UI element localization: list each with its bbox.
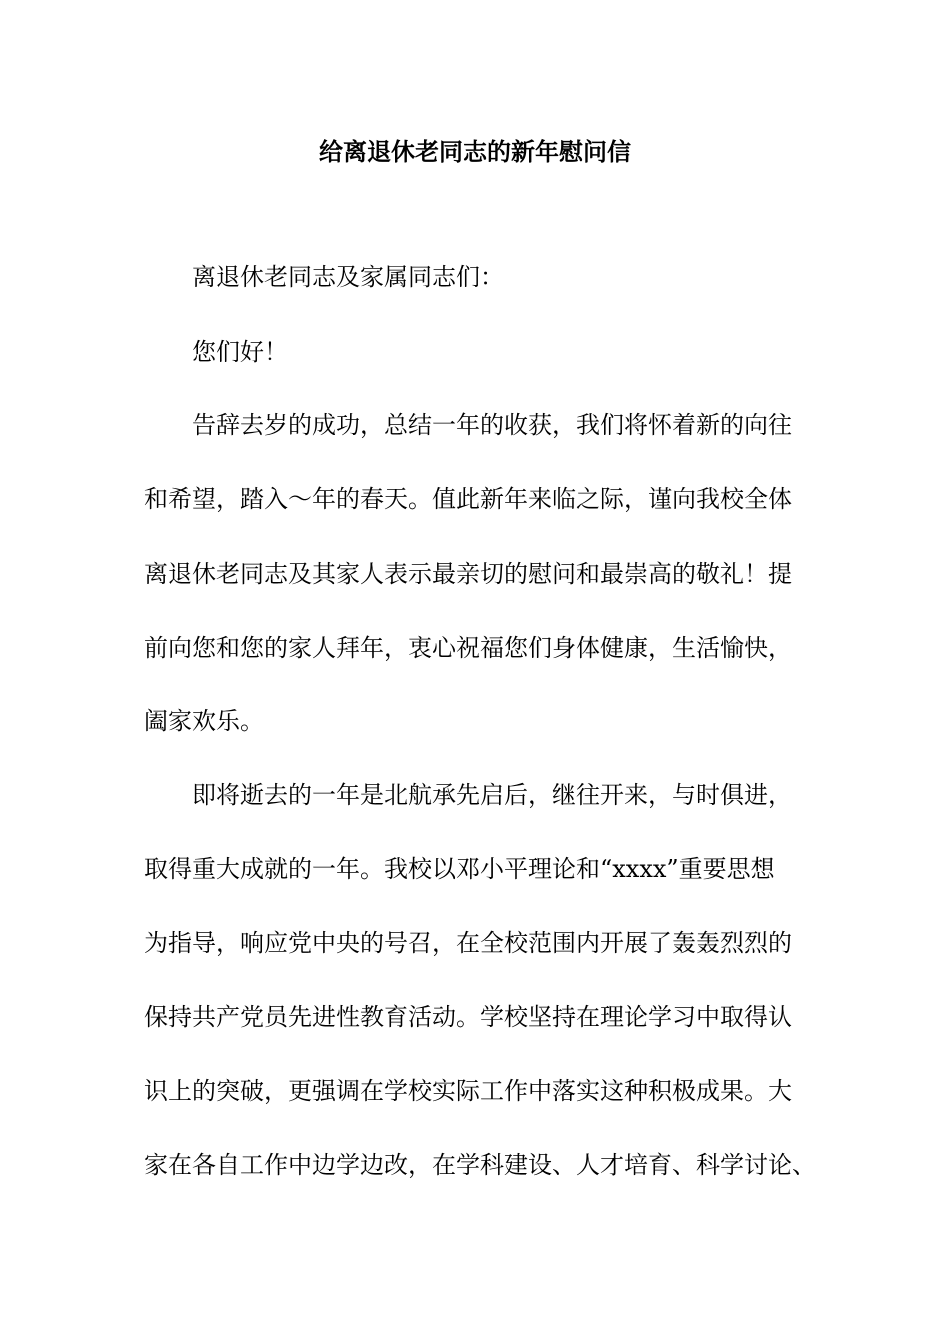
document-title: 给离退休老同志的新年慰问信 bbox=[319, 137, 631, 166]
salutation: 离退休老同志及家属同志们： bbox=[192, 263, 504, 291]
greeting: 您们好！ bbox=[192, 338, 288, 366]
paragraph-line: 阖家欢乐。 bbox=[144, 707, 264, 735]
paragraph-line: 保持共产党员先进性教育活动。学校坚持在理论学习中取得认 bbox=[144, 1003, 792, 1031]
paragraph-line: 取得重大成就的一年。我校以邓小平理论和“xxxx”重要思想 bbox=[144, 855, 775, 883]
paragraph-line: 为指导，响应党中央的号召，在全校范围内开展了轰轰烈烈的 bbox=[144, 929, 792, 957]
paragraph-line: 识上的突破，更强调在学校实际工作中落实这种积极成果。大 bbox=[144, 1077, 792, 1105]
paragraph-line: 前向您和您的家人拜年，衷心祝福您们身体健康，生活愉快， bbox=[144, 634, 792, 662]
paragraph-line: 和希望，踏入～年的春天。值此新年来临之际，谨向我校全体 bbox=[144, 485, 792, 513]
paragraph-line: 离退休老同志及其家人表示最亲切的慰问和最崇高的敬礼！提 bbox=[144, 560, 792, 588]
paragraph-line: 家在各自工作中边学边改，在学科建设、人才培育、科学讨论、 bbox=[144, 1151, 816, 1179]
paragraph-line: 告辞去岁的成功，总结一年的收获，我们将怀着新的向往 bbox=[192, 411, 792, 439]
paragraph-line: 即将逝去的一年是北航承先启后，继往开来，与时俱进， bbox=[192, 781, 792, 809]
